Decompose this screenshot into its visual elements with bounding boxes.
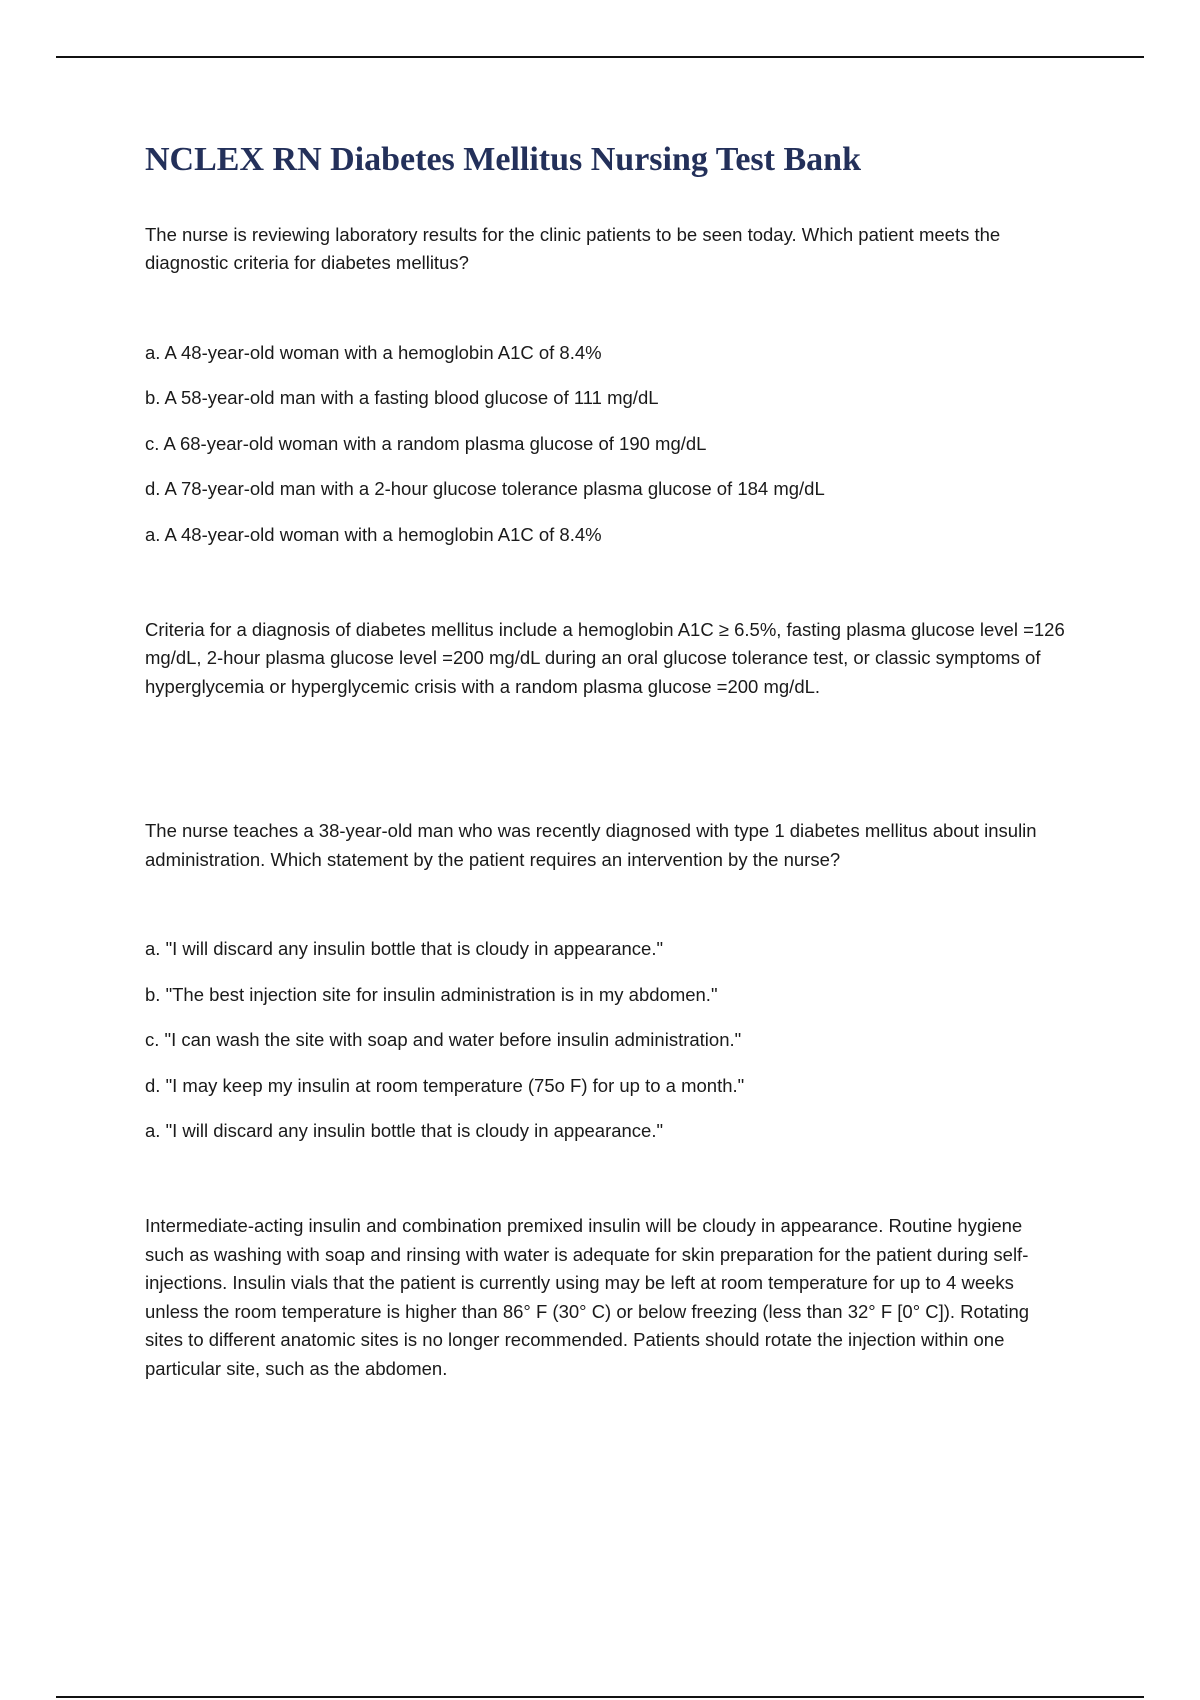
top-divider: [56, 56, 1144, 58]
correct-answer: a. A 48-year-old woman with a hemoglobin A1C of 8.4%: [145, 523, 602, 545]
option-b: b. "The best injection site for insulin administration is in my abdomen.": [145, 983, 718, 1005]
document-title: NCLEX RN Diabetes Mellitus Nursing Test Bank: [145, 141, 861, 178]
question-stem: The nurse is reviewing laboratory results for the clinic patients to be seen today. Which patient meets the diagnostic criteria for diabetes mellitus?: [145, 223, 1001, 274]
option-a: a. "I will discard any insulin bottle that is cloudy in appearance.": [145, 938, 664, 960]
option-d: d. "I may keep my insulin at room temperature (75o F) for up to a month.": [145, 1074, 745, 1096]
rationale: Criteria for a diagnosis of diabetes mellitus include a hemoglobin A1C ≥ 6.5%, fasting plasma glucose level =126 mg/dL, 2-hour plasma glucose level =200 mg/dL during an oral glucose tolerance test, or classic symptoms of hyperglycemia or hyperglycemic crisis with a random plasma glucose =200 mg/dL.: [145, 618, 1065, 697]
option-c: c. "I can wash the site with soap and water before insulin administration.": [145, 1029, 742, 1051]
option-b: b. A 58-year-old man with a fasting blood glucose of 111 mg/dL: [145, 387, 659, 409]
page-content: [145, 140, 1065, 1383]
option-a: a. A 48-year-old woman with a hemoglobin A1C of 8.4%: [145, 341, 602, 363]
answer-options: [145, 936, 1065, 1099]
option-c: c. A 68-year-old woman with a random plasma glucose of 190 mg/dL: [145, 432, 707, 454]
correct-answer: a. "I will discard any insulin bottle that is cloudy in appearance.": [145, 1120, 664, 1142]
question-1: [145, 221, 1065, 702]
answer-options: [145, 340, 1065, 503]
question-2: [145, 817, 1065, 1383]
option-d: d. A 78-year-old man with a 2-hour glucose tolerance plasma glucose of 184 mg/dL: [145, 478, 825, 500]
bottom-divider: [56, 1696, 1144, 1698]
question-stem: The nurse teaches a 38-year-old man who was recently diagnosed with type 1 diabetes mellitus about insulin administration. Which statement by the patient requires an intervention by the nurse?: [145, 820, 1037, 870]
rationale: Intermediate-acting insulin and combination premixed insulin will be cloudy in appearance. Routine hygiene such as washing with soap and rinsing with water is adequate for skin preparation for the patient during self-injections. Insulin vials that the patient is currently using may be left at room temperature for up to 4 weeks unless the room temperature is higher than 86° F (30° C) or below freezing (less than 32° F [0° C]). Rotating sites to different anatomic sites is no longer recommended. Patients should rotate the injection within one particular site, such as the abdomen.: [145, 1215, 1030, 1379]
